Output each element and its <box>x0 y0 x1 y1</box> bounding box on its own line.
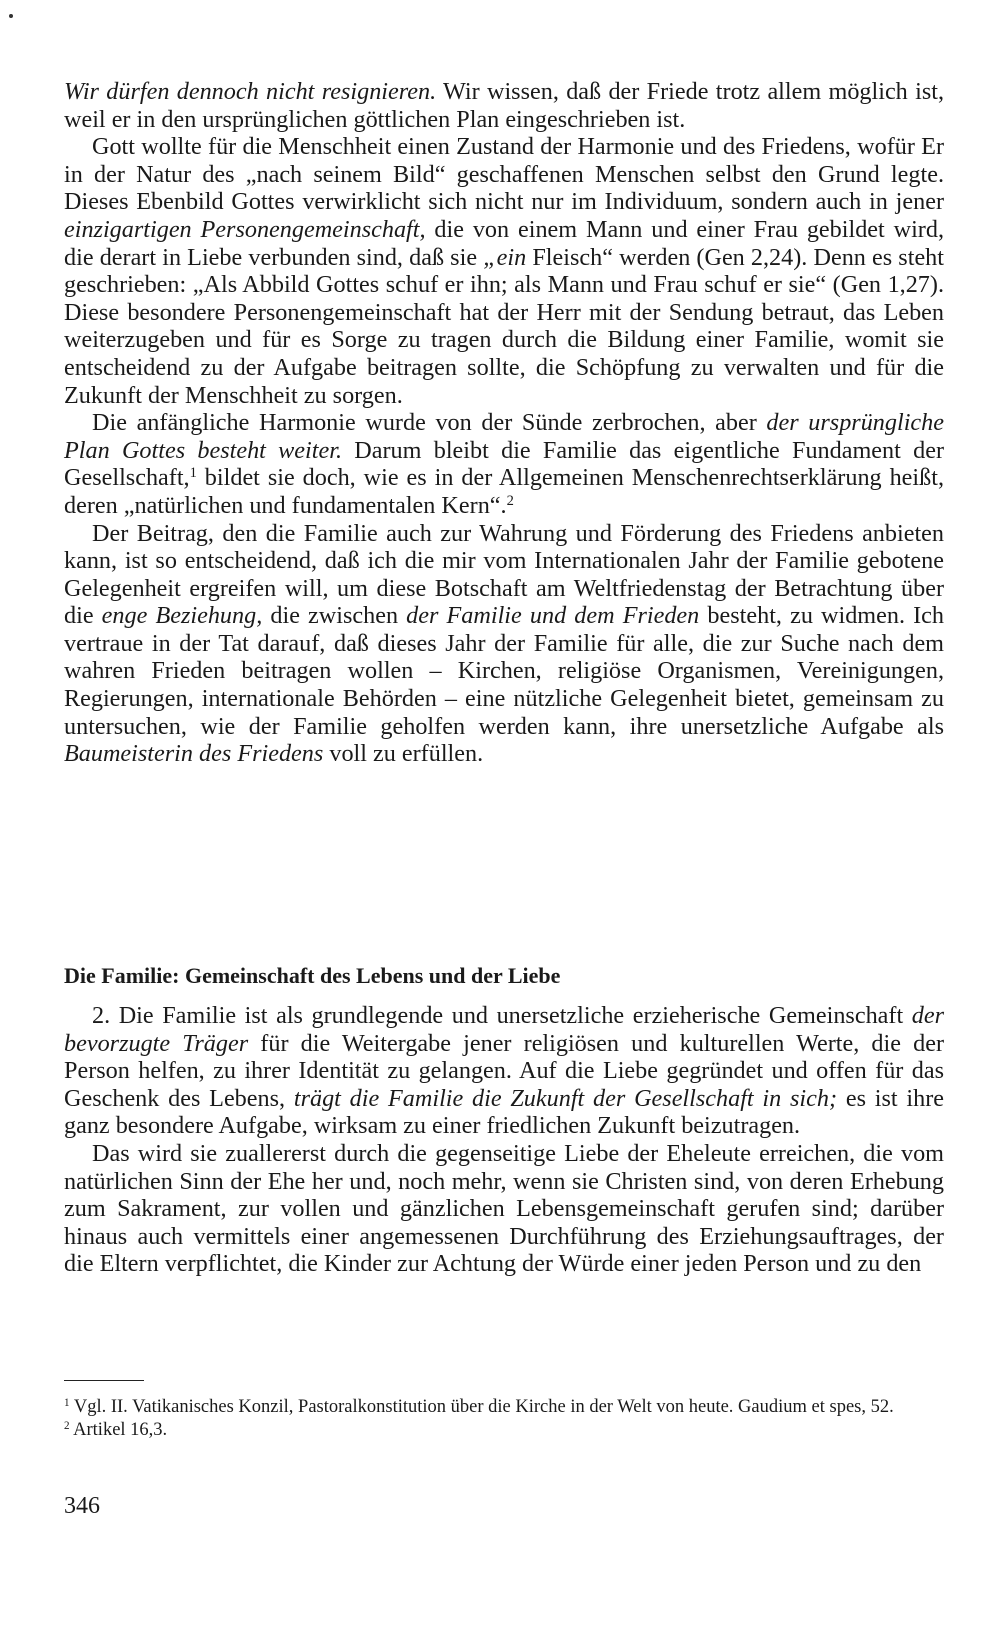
text-run: besteht, zu widmen. Ich vertraue in der Tat darauf, daß dieses Jahr der Familie für alle, die zur Suche nach dem wahren Frieden beitragen wollen – Kirchen, religiöse Organismen, Vereinigungen, Regierungen, internationale Behörden – eine nützliche Gelegenheit bietet, gemeinsam zu untersuchen, wie der Familie geholfen werden kann, ihre unersetzliche Aufgabe als <box>64 602 945 740</box>
footnote-ref-1[interactable]: 1 <box>189 465 197 482</box>
footnote-ref-2[interactable]: 2 <box>506 492 514 509</box>
text-run: Fleisch“ werden (Gen 2,24). Denn es steht geschrieben: „Als Abbild Gottes schuf er ihn; als Mann und Frau schuf er sie“ (Gen 1,27). Diese besondere Personengemeinschaft hat der Herr mit der Sendung betraut, das Leben weiterzugeben und für es Sorge zu tragen durch die Bildung einer Familie, womit sie entscheidend zu der Aufgabe beitragen sollte, die Schöpfung zu verwalten und für die Zukunft der Menschheit zu sorgen. <box>64 243 944 409</box>
text-run: die von einem Mann und einer Frau gebildet wird, die derart in Liebe verbunden sind, daß sie <box>64 215 944 271</box>
page-number: 346 <box>64 1493 100 1519</box>
section-heading: Die Familie: Gemeinschaft des Lebens und der Liebe <box>64 963 561 988</box>
text-run: Der Beitrag, den die Familie auch zur Wahrung und Förderung des Friedens anbieten kann, ist so entscheidend, daß ich die mir vom Internationalen Jahr der Familie gebotene Gelegenheit ergreifen will, um diese Botschaft am Weltfriedenstag der Betrachtung über die <box>64 519 944 630</box>
text-run: voll zu erfüllen. <box>323 740 484 768</box>
section-paragraph-2: Das wird sie zuallererst durch die gegenseitige Liebe der Eheleute erreichen, die vom natürlichen Sinn der Ehe her und, noch mehr, wenn sie Christen sind, von deren Erhebung zum Sakrament, zur vollen und gänzlichen Lebensgemeinschaft gerufen sind; darüber hinaus auch vermittels einer angemessenen Durchführung des Erziehungsauftrages, der die Eltern verpflichtet, die Kinder zur Achtung der Würde einer jeden Person und zu den <box>64 1139 944 1278</box>
text-run: für die Weitergabe jener religiösen und kulturellen Werte, die der Person helfen, zu ihrer Identität zu gelangen. Auf die Liebe gegründet und offen für das Geschenk des Lebens, <box>64 1029 945 1112</box>
footnotes <box>64 1396 944 1442</box>
footnote-mark: 1 <box>64 1396 70 1409</box>
text-run: Darum bleibt die Familie das eigentliche Fundament der Gesellschaft, <box>64 436 944 492</box>
text-run: bildet sie doch, wie es in der Allgemeinen Menschenrechtserklärung heißt, deren „natürlichen und fundamentalen Kern“. <box>64 464 944 519</box>
emphasis: einzigartigen Personengemeinschaft, <box>64 215 426 243</box>
scan-speck <box>9 14 13 18</box>
main-text <box>64 78 944 768</box>
footnote-divider <box>64 1380 144 1381</box>
section-paragraph-1 <box>64 1002 944 1140</box>
emphasis: „ein <box>483 243 527 271</box>
footnote-2 <box>64 1419 944 1442</box>
emphasis: Baumeisterin des Friedens <box>64 740 324 768</box>
footnote-mark: 2 <box>64 1419 70 1432</box>
paragraph-1 <box>64 78 944 133</box>
footnote-text: Vgl. II. Vatikanisches Konzil, Pastoralkonstitution über die Kirche in der Welt von heute. Gaudium et spes, 52. <box>69 1397 894 1417</box>
emphasis: Wir dürfen dennoch nicht resignieren. <box>64 78 437 105</box>
paragraph-3 <box>64 409 944 519</box>
footnote-1 <box>64 1396 944 1419</box>
text-run: es ist ihre ganz besondere Aufgabe, wirksam zu einer friedlichen Zukunft beizutragen. <box>64 1084 944 1140</box>
emphasis: der bevorzugte Träger <box>64 1002 944 1057</box>
footnote-text: Artikel 16,3. <box>69 1420 168 1440</box>
text-run: Gott wollte für die Menschheit einen Zustand der Harmonie und des Friedens, wofür Er in der Natur des „nach seinem Bild“ geschaffenen Menschen selbst den Grund legte. Dieses Ebenbild Gottes verwirklicht sich nicht nur im Individuum, sondern auch in jener <box>64 133 944 216</box>
emphasis: enge Beziehung, <box>101 602 263 630</box>
section-text <box>64 1002 944 1278</box>
text-run: 2. Die Familie ist als grundlegende und unersetzliche erzieherische Gemeinschaft <box>92 1002 912 1029</box>
emphasis: der ursprüngliche Plan Gottes besteht weiter. <box>64 409 944 464</box>
emphasis: trägt die Familie die Zukunft der Gesellschaft in sich; <box>293 1084 838 1112</box>
emphasis: der Familie und dem Frieden <box>406 602 700 630</box>
text-run: Die anfängliche Harmonie wurde von der Sünde zerbrochen, aber <box>92 409 767 437</box>
text-run: Wir wissen, daß der Friede trotz allem möglich ist, weil er in den ursprünglichen göttlichen Plan eingeschrieben ist. <box>64 78 944 133</box>
text-run: die zwischen <box>262 602 407 630</box>
paragraph-4 <box>64 520 944 768</box>
paragraph-2 <box>64 133 944 409</box>
